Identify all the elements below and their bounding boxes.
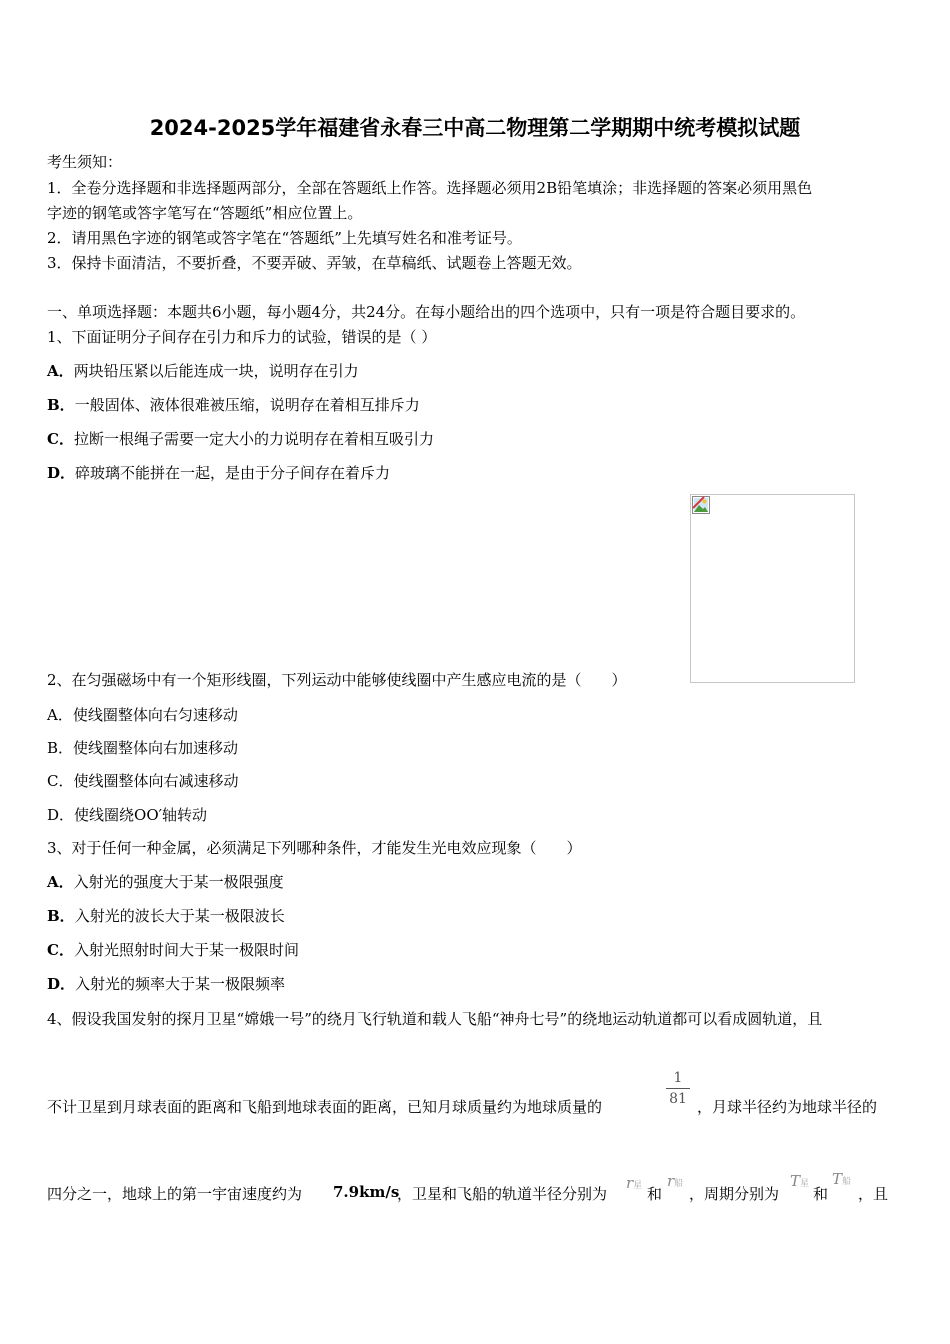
option-text: 拉断一根绳子需要一定大小的力说明存在着相互吸引力 [73,430,434,448]
broken-image-icon [692,496,710,514]
question-3-option-b [47,905,285,926]
question-2-option-d: D．使线圈绕OO′轴转动 [47,806,208,824]
question-2-option-c: C．使线圈整体向右减速移动 [47,772,239,790]
notice-heading: 考生须知： [47,153,123,171]
period-ship-symbol [832,1170,851,1188]
question-1-option-d [47,462,390,483]
option-text: 碎玻璃不能拼在一起，是由于分子间存在着斥力 [75,464,391,482]
option-label: C． [47,430,74,448]
option-label: A． [47,362,74,380]
option-text: 入射光的强度大于某一极限强度 [73,873,284,891]
fraction-denominator: 81 [669,1091,687,1107]
question-3-option-a [47,871,284,892]
notice-item-1-line-1: 1．全卷分选择题和非选择题两部分，全部在答题纸上作答。选择题必须用2B铅笔填涂；非选择题的答案必须用黑色 [47,179,813,197]
subscript-ship: 船 [674,1179,684,1189]
question-2-option-b: B．使线圈整体向右加速移动 [47,739,239,757]
question-4-line-3a: 四分之一，地球上的第一宇宙速度约为 [47,1185,303,1203]
question-4-line-2b: ，月球半径约为地球半径的 [697,1098,878,1116]
variable-r: r [667,1172,675,1190]
question-1-option-c [47,428,434,449]
question-1-stem: 1、下面证明分子间存在引力和斥力的试验，错误的是（ ） [47,328,437,346]
question-1-option-b [47,394,420,415]
subscript-ship: 船 [842,1177,852,1187]
broken-image-placeholder [690,494,855,683]
option-label: C． [47,941,74,959]
question-3-option-d [47,973,285,994]
option-text: 入射光的波长大于某一极限波长 [74,907,285,925]
question-3-stem: 3、对于任何一种金属，必须满足下列哪种条件，才能发生光电效应现象（ ） [47,839,582,857]
subscript-star: 星 [633,1181,643,1191]
conjunction-and-1: 和 [647,1185,663,1203]
notice-item-2: 2．请用黑色字迹的钢笔或答字笔在“答题纸”上先填写姓名和准考证号。 [47,229,522,247]
option-label: B． [47,396,75,414]
option-text: 入射光的频率大于某一极限频率 [75,975,286,993]
option-label: B． [47,907,75,925]
option-text: 一般固体、液体很难被压缩，说明存在着相互排斥力 [74,396,420,414]
variable-t: T [832,1170,843,1188]
variable-r: r [626,1174,634,1192]
section-heading: 一、单项选择题：本题共6小题，每小题4分，共24分。在每小题给出的四个选项中，只有一项是符合题目要求的。 [47,303,806,321]
conjunction-and-2: 和 [813,1185,829,1203]
period-satellite-symbol [790,1172,809,1190]
fraction-one-eighty-first [666,1070,690,1107]
page-title: 2024-2025学年福建省永春三中高二物理第二学期期中统考模拟试题 [149,116,801,140]
question-2-option-a: A．使线圈整体向右匀速移动 [47,706,238,724]
question-4-line-1: 4、假设我国发射的探月卫星“嫦娥一号”的绕月飞行轨道和载人飞船“神舟七号”的绕地运动轨道都可以看成圆轨道，且 [47,1010,823,1028]
notice-item-1-line-2: 字迹的钢笔或答字笔写在“答题纸”相应位置上。 [47,204,363,222]
question-1-option-a [47,360,359,381]
option-text: 入射光照射时间大于某一极限时间 [73,941,299,959]
variable-t: T [790,1172,801,1190]
question-4-line-3d: ，且 [858,1185,889,1203]
option-text: 两块铅压紧以后能连成一块，说明存在引力 [73,362,359,380]
radius-ship-symbol [667,1172,683,1190]
option-label: D． [47,464,76,482]
question-3-option-c [47,939,299,960]
question-4-line-3c: ，周期分别为 [689,1185,780,1203]
fraction-numerator: 1 [666,1070,690,1089]
option-label: D． [47,975,76,993]
radius-satellite-symbol [626,1174,642,1192]
question-4-line-2a: 不计卫星到月球表面的距离和飞船到地球表面的距离，已知月球质量约为地球质量的 [47,1098,603,1116]
notice-item-3: 3．保持卡面清洁，不要折叠，不要弄破、弄皱，在草稿纸、试题卷上答题无效。 [47,254,582,272]
subscript-star: 星 [800,1179,810,1189]
option-label: A． [47,873,74,891]
question-2-stem: 2、在匀强磁场中有一个矩形线圈，下列运动中能够使线圈中产生感应电流的是（ ） [47,671,627,689]
first-cosmic-speed: 7.9km/s [333,1183,400,1201]
question-4-line-3b: ，卫星和飞船的轨道半径分别为 [397,1185,608,1203]
